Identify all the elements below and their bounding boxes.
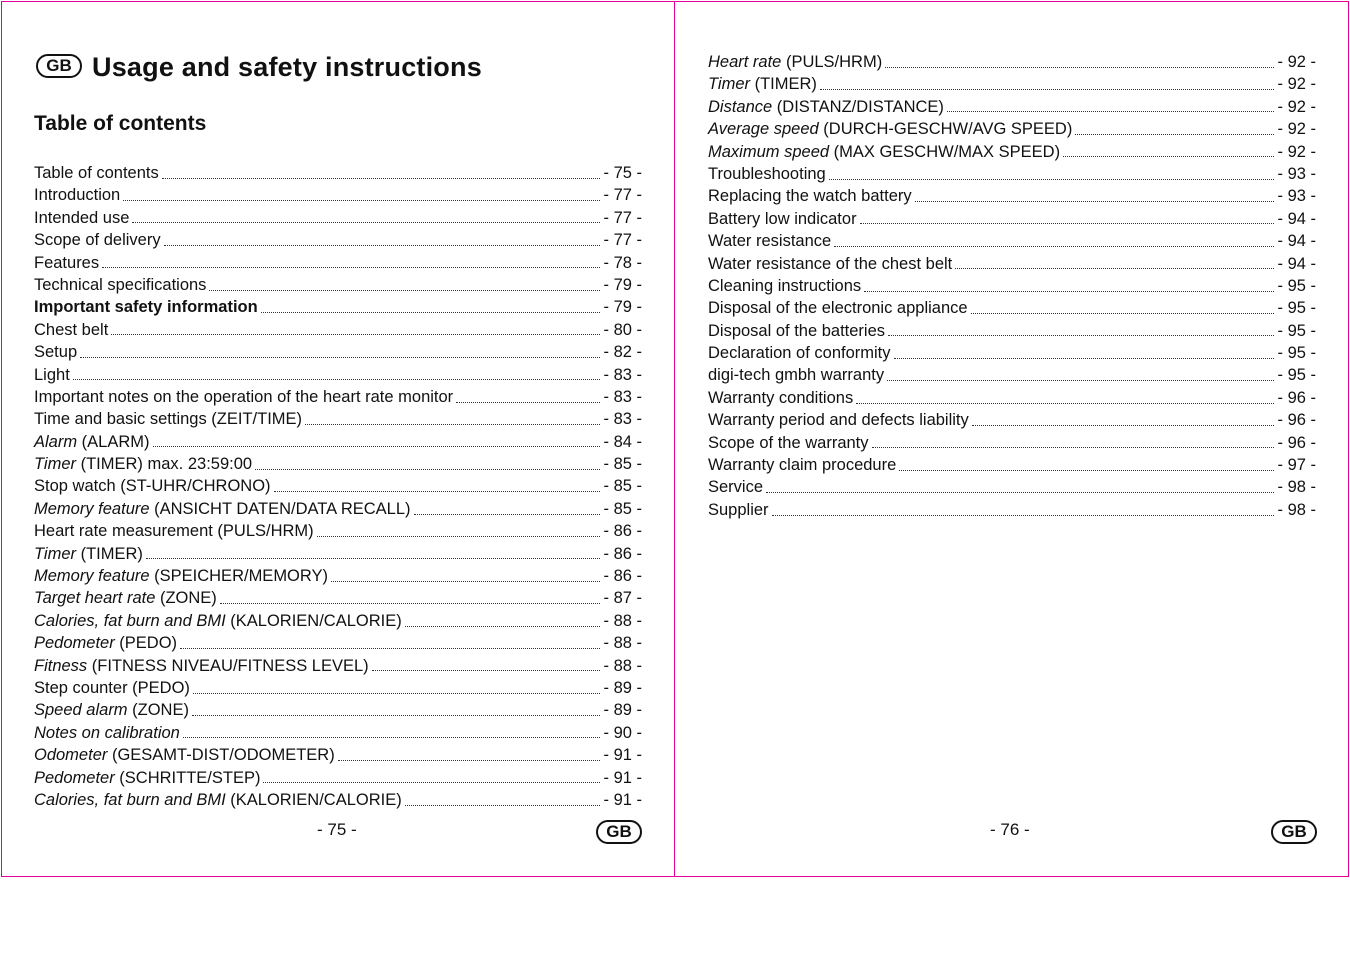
dot-leader: [317, 536, 601, 537]
toc-entry[interactable]: [34, 498, 642, 520]
dot-leader: [856, 403, 1274, 404]
dot-leader: [894, 358, 1275, 359]
dot-leader: [164, 245, 601, 246]
toc-entry[interactable]: [708, 51, 1316, 73]
dot-leader: [820, 89, 1275, 90]
toc-entry-page: - 75 -: [603, 164, 642, 182]
toc-entry-italic-part: Speed alarm: [34, 701, 128, 720]
toc-entry-text-part: (GESAMT-DIST/ODOMETER): [107, 746, 335, 765]
toc-entry-title: [34, 229, 161, 251]
toc-entry[interactable]: [708, 96, 1316, 118]
toc-entry[interactable]: [708, 454, 1316, 476]
toc-entry[interactable]: [34, 632, 642, 654]
toc-entry-page: - 83 -: [603, 410, 642, 429]
toc-entry[interactable]: [34, 520, 642, 542]
toc-entry-title: [34, 252, 99, 274]
dot-leader: [405, 805, 601, 806]
toc-entry[interactable]: [708, 476, 1316, 498]
toc-entry-page: - 96 -: [1277, 433, 1316, 452]
toc-entry-page: - 93 -: [1277, 164, 1316, 183]
toc-entry-text-part: (ANSICHT DATEN/DATA RECALL): [149, 499, 411, 518]
toc-entry[interactable]: [708, 208, 1316, 230]
toc-entry[interactable]: [34, 408, 642, 430]
toc-entry-italic-part: Memory feature: [34, 567, 150, 586]
toc-entry[interactable]: [34, 475, 642, 497]
toc-entry-text-part: (FITNESS NIVEAU/FITNESS LEVEL): [87, 656, 369, 675]
toc-entry-title: [34, 632, 177, 654]
toc-entry-page: - 97 -: [1277, 456, 1316, 475]
toc-entry[interactable]: [34, 744, 642, 766]
toc-entry-title: [708, 230, 831, 252]
dot-leader: [864, 291, 1274, 292]
toc-entry-text-part: Light: [34, 365, 70, 384]
dot-leader: [209, 290, 600, 291]
toc-entry-text-part: Introduction: [34, 186, 121, 205]
toc-entry-italic-part: Memory feature: [34, 499, 150, 518]
toc-entry-title: [34, 610, 402, 632]
toc-entry[interactable]: [708, 342, 1316, 364]
toc-entry-text-part: Setup: [34, 343, 78, 362]
toc-entry-title: [34, 498, 411, 520]
toc-list-right: [708, 51, 1316, 521]
toc-entry-title: [708, 118, 1072, 140]
toc-entry[interactable]: [708, 499, 1316, 521]
toc-entry-page: - 88 -: [603, 656, 642, 675]
toc-entry-text-part: Stop watch (ST-UHR/CHRONO): [34, 477, 271, 496]
toc-entry-title: [708, 51, 882, 73]
dot-leader: [193, 693, 601, 694]
toc-entry-page: - 95 -: [1277, 321, 1316, 340]
toc-entry-text-part: (ZONE): [155, 589, 217, 608]
toc-entry[interactable]: [34, 386, 642, 408]
toc-entry-page: - 94 -: [1277, 209, 1316, 228]
toc-entry-page: - 79 -: [603, 298, 642, 317]
toc-entry-italic-part: Calories, fat burn and BMI: [34, 790, 226, 809]
toc-entry-italic-part: Heart rate: [708, 53, 782, 71]
toc-entry-page: - 79 -: [603, 275, 642, 294]
footer-badge-gb: GB: [1271, 820, 1317, 844]
toc-entry[interactable]: [34, 296, 642, 318]
dot-leader: [405, 626, 601, 627]
toc-entry-page: - 93 -: [1277, 187, 1316, 206]
toc-entry-page: - 92 -: [1277, 53, 1316, 71]
toc-entry-title: [34, 543, 143, 565]
dot-leader: [955, 268, 1274, 269]
toc-entry-text-part: Water resistance of the chest belt: [708, 254, 953, 273]
toc-entry[interactable]: [708, 320, 1316, 342]
toc-entry-italic-part: Notes on calibration: [34, 723, 180, 742]
toc-entry-title: [708, 96, 944, 118]
dot-leader: [162, 178, 601, 179]
toc-entry-text-part: Disposal of the batteries: [708, 321, 886, 340]
dot-leader: [899, 470, 1274, 471]
toc-entry-italic-part: Distance: [708, 97, 773, 116]
dot-leader: [331, 581, 600, 582]
toc-entry-text-part: Features: [34, 253, 100, 272]
toc-entry-title: [708, 253, 952, 275]
dot-leader: [372, 670, 601, 671]
dot-leader: [132, 222, 600, 223]
toc-entry-italic-part: Pedometer: [34, 634, 115, 653]
toc-entry-text-part: Table of contents: [34, 164, 159, 182]
toc-entry-title: [34, 274, 206, 296]
toc-entry[interactable]: [708, 387, 1316, 409]
toc-entry[interactable]: [34, 722, 642, 744]
toc-entry-title: [34, 655, 369, 677]
toc-entry-text-part: Intended use: [34, 208, 130, 227]
toc-entry[interactable]: [34, 565, 642, 587]
toc-entry-text-part: Technical specifications: [34, 275, 207, 294]
toc-entry-italic-part: Fitness: [34, 656, 88, 675]
toc-entry[interactable]: [34, 229, 642, 251]
toc-entry-page: - 96 -: [1277, 411, 1316, 430]
toc-entry-page: - 96 -: [1277, 388, 1316, 407]
toc-entry-text-part: (ZONE): [127, 701, 189, 720]
dot-leader: [887, 380, 1274, 381]
toc-entry-page: - 88 -: [603, 634, 642, 653]
toc-entry[interactable]: [708, 73, 1316, 95]
toc-entry[interactable]: [34, 184, 642, 206]
dot-leader: [305, 424, 600, 425]
toc-entry-page: - 85 -: [603, 477, 642, 496]
toc-entry-page: - 91 -: [603, 746, 642, 765]
toc-entry-title: [708, 163, 826, 185]
toc-entry[interactable]: [34, 207, 642, 229]
left-page: [1, 1, 675, 877]
toc-entry-title: [34, 319, 108, 341]
toc-entry-page: - 92 -: [1277, 75, 1316, 94]
dot-leader: [261, 312, 601, 313]
toc-entry-title: [34, 341, 77, 363]
toc-entry-page: - 77 -: [603, 186, 642, 205]
toc-entry-page: - 86 -: [603, 522, 642, 541]
toc-entry-bold-part: Important safety information: [34, 298, 258, 317]
toc-entry-page: - 86 -: [603, 544, 642, 563]
toc-entry-text-part: Cleaning instructions: [708, 276, 862, 295]
toc-entry-text-part: Step counter (PEDO): [34, 678, 190, 697]
toc-entry[interactable]: [708, 275, 1316, 297]
toc-entry[interactable]: [34, 319, 642, 341]
toc-entry-title: [34, 408, 302, 430]
toc-entry-text-part: (KALORIEN/CALORIE): [225, 611, 402, 630]
dot-leader: [829, 179, 1275, 180]
toc-entry-title: [34, 565, 328, 587]
toc-list-left: [34, 162, 642, 811]
toc-entry[interactable]: [34, 364, 642, 386]
toc-entry-page: - 87 -: [603, 589, 642, 608]
toc-entry-italic-part: Timer: [34, 544, 77, 563]
toc-entry-text-part: Warranty claim procedure: [708, 456, 897, 475]
toc-entry-text-part: (PEDO): [114, 634, 178, 653]
toc-entry-page: - 89 -: [603, 678, 642, 697]
toc-entry-text-part: Important notes on the operation of the heart rate monitor: [34, 387, 454, 406]
dot-leader: [183, 737, 601, 738]
toc-entry-text-part: Battery low indicator: [708, 209, 857, 228]
toc-entry-text-part: digi-tech gmbh warranty: [708, 366, 885, 385]
toc-entry-title: [708, 454, 896, 476]
toc-entry-title: [34, 162, 159, 184]
toc-entry-title: [708, 499, 769, 521]
toc-entry-page: - 95 -: [1277, 299, 1316, 318]
toc-entry-text-part: (PULS/HRM): [781, 53, 883, 71]
toc-entry-text-part: Service: [708, 478, 764, 497]
dot-leader: [772, 515, 1275, 516]
toc-entry[interactable]: [708, 432, 1316, 454]
toc-entry-title: [34, 789, 402, 811]
dot-leader: [111, 334, 600, 335]
toc-entry-title: [708, 342, 891, 364]
toc-entry[interactable]: [34, 610, 642, 632]
dot-leader: [180, 648, 600, 649]
toc-entry-page: - 94 -: [1277, 232, 1316, 251]
toc-entry-text-part: (TIMER): [76, 544, 143, 563]
toc-entry-title: [34, 296, 258, 318]
toc-entry[interactable]: [34, 543, 642, 565]
toc-entry-italic-part: Calories, fat burn and BMI: [34, 611, 226, 630]
dot-leader: [80, 357, 600, 358]
dot-leader: [1063, 156, 1274, 157]
toc-entry[interactable]: [34, 655, 642, 677]
toc-entry-page: - 89 -: [603, 701, 642, 720]
toc-entry-text-part: (TIMER): [750, 75, 817, 94]
dot-leader: [192, 715, 601, 716]
toc-entry-text-part: (SPEICHER/MEMORY): [149, 567, 329, 586]
toc-entry[interactable]: [34, 699, 642, 721]
right-page: [674, 1, 1349, 877]
toc-entry-page: - 77 -: [603, 208, 642, 227]
toc-entry-title: [34, 364, 70, 386]
dot-leader: [972, 425, 1275, 426]
toc-entry[interactable]: [34, 767, 642, 789]
toc-entry-text-part: Declaration of conformity: [708, 344, 891, 363]
toc-entry-title: [708, 432, 869, 454]
dot-leader: [947, 111, 1275, 112]
toc-entry[interactable]: [708, 364, 1316, 386]
dot-leader: [860, 223, 1275, 224]
toc-entry[interactable]: [708, 141, 1316, 163]
toc-entry-italic-part: Odometer: [34, 746, 108, 765]
footer-badge-gb: GB: [596, 820, 642, 844]
toc-entry-page: - 77 -: [603, 231, 642, 250]
toc-entry-page: - 83 -: [603, 387, 642, 406]
toc-entry-text-part: (ALARM): [77, 432, 150, 451]
toc-entry[interactable]: [708, 253, 1316, 275]
toc-entry-title: [708, 320, 885, 342]
dot-leader: [338, 760, 601, 761]
toc-entry[interactable]: [708, 163, 1316, 185]
toc-entry-page: - 86 -: [603, 567, 642, 586]
toc-entry-italic-part: Timer: [708, 75, 751, 94]
toc-entry[interactable]: [708, 297, 1316, 319]
toc-entry-page: - 91 -: [603, 790, 642, 809]
toc-entry-title: [34, 699, 189, 721]
toc-entry-text-part: Warranty period and defects liability: [708, 411, 969, 430]
toc-entry-title: [34, 431, 150, 453]
dot-leader: [872, 447, 1275, 448]
toc-entry[interactable]: [34, 677, 642, 699]
dot-leader: [834, 246, 1274, 247]
toc-entry-page: - 80 -: [603, 320, 642, 339]
toc-entry-title: [708, 275, 861, 297]
toc-entry-title: [708, 141, 1060, 163]
language-badge-gb: GB: [36, 54, 82, 78]
dot-leader: [220, 603, 601, 604]
toc-entry[interactable]: [34, 274, 642, 296]
toc-entry-page: - 82 -: [603, 343, 642, 362]
dot-leader: [888, 335, 1274, 336]
toc-entry-title: [34, 677, 190, 699]
toc-entry-page: - 92 -: [1277, 142, 1316, 161]
toc-entry[interactable]: [34, 789, 642, 811]
dot-leader: [255, 469, 600, 470]
toc-entry[interactable]: [708, 409, 1316, 431]
toc-entry-page: - 88 -: [603, 611, 642, 630]
dot-leader: [102, 267, 600, 268]
toc-entry-page: - 92 -: [1277, 120, 1316, 139]
toc-entry-page: - 95 -: [1277, 276, 1316, 295]
toc-entry-title: [708, 208, 857, 230]
page-number-left: - 75 -: [317, 820, 357, 839]
toc-entry[interactable]: [34, 162, 642, 184]
toc-entry-title: [708, 387, 853, 409]
toc-entry-title: [34, 744, 335, 766]
toc-entry-title: [34, 453, 252, 475]
toc-entry[interactable]: [708, 230, 1316, 252]
toc-entry-text-part: Scope of delivery: [34, 231, 161, 250]
toc-entry-text-part: Time and basic settings (ZEIT/TIME): [34, 410, 303, 429]
toc-entry-text-part: Troubleshooting: [708, 164, 826, 183]
toc-entry-title: [708, 73, 817, 95]
toc-entry[interactable]: [708, 118, 1316, 140]
dot-leader: [263, 782, 600, 783]
dot-leader: [414, 514, 601, 515]
toc-entry-text-part: Supplier: [708, 500, 769, 519]
toc-entry[interactable]: [34, 431, 642, 453]
toc-entry-title: [34, 475, 271, 497]
toc-entry-italic-part: Alarm: [34, 432, 78, 451]
toc-entry-title: [34, 184, 120, 206]
toc-entry-text-part: Warranty conditions: [708, 388, 854, 407]
toc-entry-title: [34, 520, 314, 542]
toc-entry-page: - 94 -: [1277, 254, 1316, 273]
toc-entry[interactable]: [34, 453, 642, 475]
toc-entry[interactable]: [34, 252, 642, 274]
dot-leader: [456, 402, 600, 403]
toc-entry-italic-part: Timer: [34, 455, 77, 474]
toc-entry-text-part: (TIMER) max. 23:59:00: [76, 455, 253, 474]
dot-leader: [1075, 134, 1274, 135]
toc-entry-text-part: Replacing the watch battery: [708, 187, 912, 206]
toc-entry-italic-part: Maximum speed: [708, 142, 830, 161]
dot-leader: [73, 379, 601, 380]
toc-entry-title: [708, 476, 763, 498]
toc-entry-title: [708, 297, 968, 319]
toc-entry-title: [708, 364, 884, 386]
dot-leader: [971, 313, 1275, 314]
page-title: Usage and safety instructions: [92, 52, 482, 82]
toc-entry-italic-part: Target heart rate: [34, 589, 156, 608]
toc-entry-page: - 98 -: [1277, 500, 1316, 519]
toc-entry-page: - 85 -: [603, 499, 642, 518]
toc-entry-title: [708, 185, 912, 207]
toc-entry-italic-part: Average speed: [708, 120, 819, 139]
toc-entry-page: - 83 -: [603, 365, 642, 384]
toc-entry-title: [34, 767, 260, 789]
toc-entry-page: - 90 -: [603, 723, 642, 742]
dot-leader: [153, 446, 601, 447]
toc-entry-title: [34, 207, 129, 229]
dot-leader: [274, 491, 601, 492]
toc-entry-title: [708, 409, 969, 431]
toc-entry-text-part: (DURCH-GESCHW/AVG SPEED): [818, 120, 1073, 139]
toc-entry-text-part: Water resistance: [708, 232, 832, 251]
toc-entry-page: - 95 -: [1277, 366, 1316, 385]
toc-entry-text-part: (DISTANZ/DISTANCE): [772, 97, 944, 116]
toc-entry-text-part: Scope of the warranty: [708, 433, 869, 452]
toc-entry-page: - 91 -: [603, 768, 642, 787]
toc-entry-title: [34, 722, 180, 744]
toc-entry-text-part: Chest belt: [34, 320, 109, 339]
dot-leader: [885, 67, 1274, 68]
toc-entry-italic-part: Pedometer: [34, 768, 115, 787]
toc-entry-text-part: (SCHRITTE/STEP): [114, 768, 261, 787]
toc-entry-text-part: (MAX GESCHW/MAX SPEED): [829, 142, 1061, 161]
toc-entry-page: - 95 -: [1277, 344, 1316, 363]
toc-heading: Table of contents: [34, 112, 207, 135]
toc-entry-page: - 84 -: [603, 432, 642, 451]
toc-entry-page: - 98 -: [1277, 478, 1316, 497]
toc-entry-text-part: Heart rate measurement (PULS/HRM): [34, 522, 314, 541]
dot-leader: [146, 558, 601, 559]
toc-entry-text-part: (KALORIEN/CALORIE): [225, 790, 402, 809]
toc-entry-title: [34, 386, 453, 408]
toc-entry[interactable]: [708, 185, 1316, 207]
toc-entry-page: - 78 -: [603, 253, 642, 272]
toc-entry-text-part: Disposal of the electronic appliance: [708, 299, 968, 318]
dot-leader: [123, 200, 600, 201]
toc-entry[interactable]: [34, 341, 642, 363]
page-number-right: - 76 -: [990, 820, 1030, 839]
toc-entry-title: [34, 587, 217, 609]
toc-entry-page: - 85 -: [603, 455, 642, 474]
dot-leader: [766, 492, 1274, 493]
toc-entry-page: - 92 -: [1277, 97, 1316, 116]
toc-entry[interactable]: [34, 587, 642, 609]
dot-leader: [915, 201, 1275, 202]
